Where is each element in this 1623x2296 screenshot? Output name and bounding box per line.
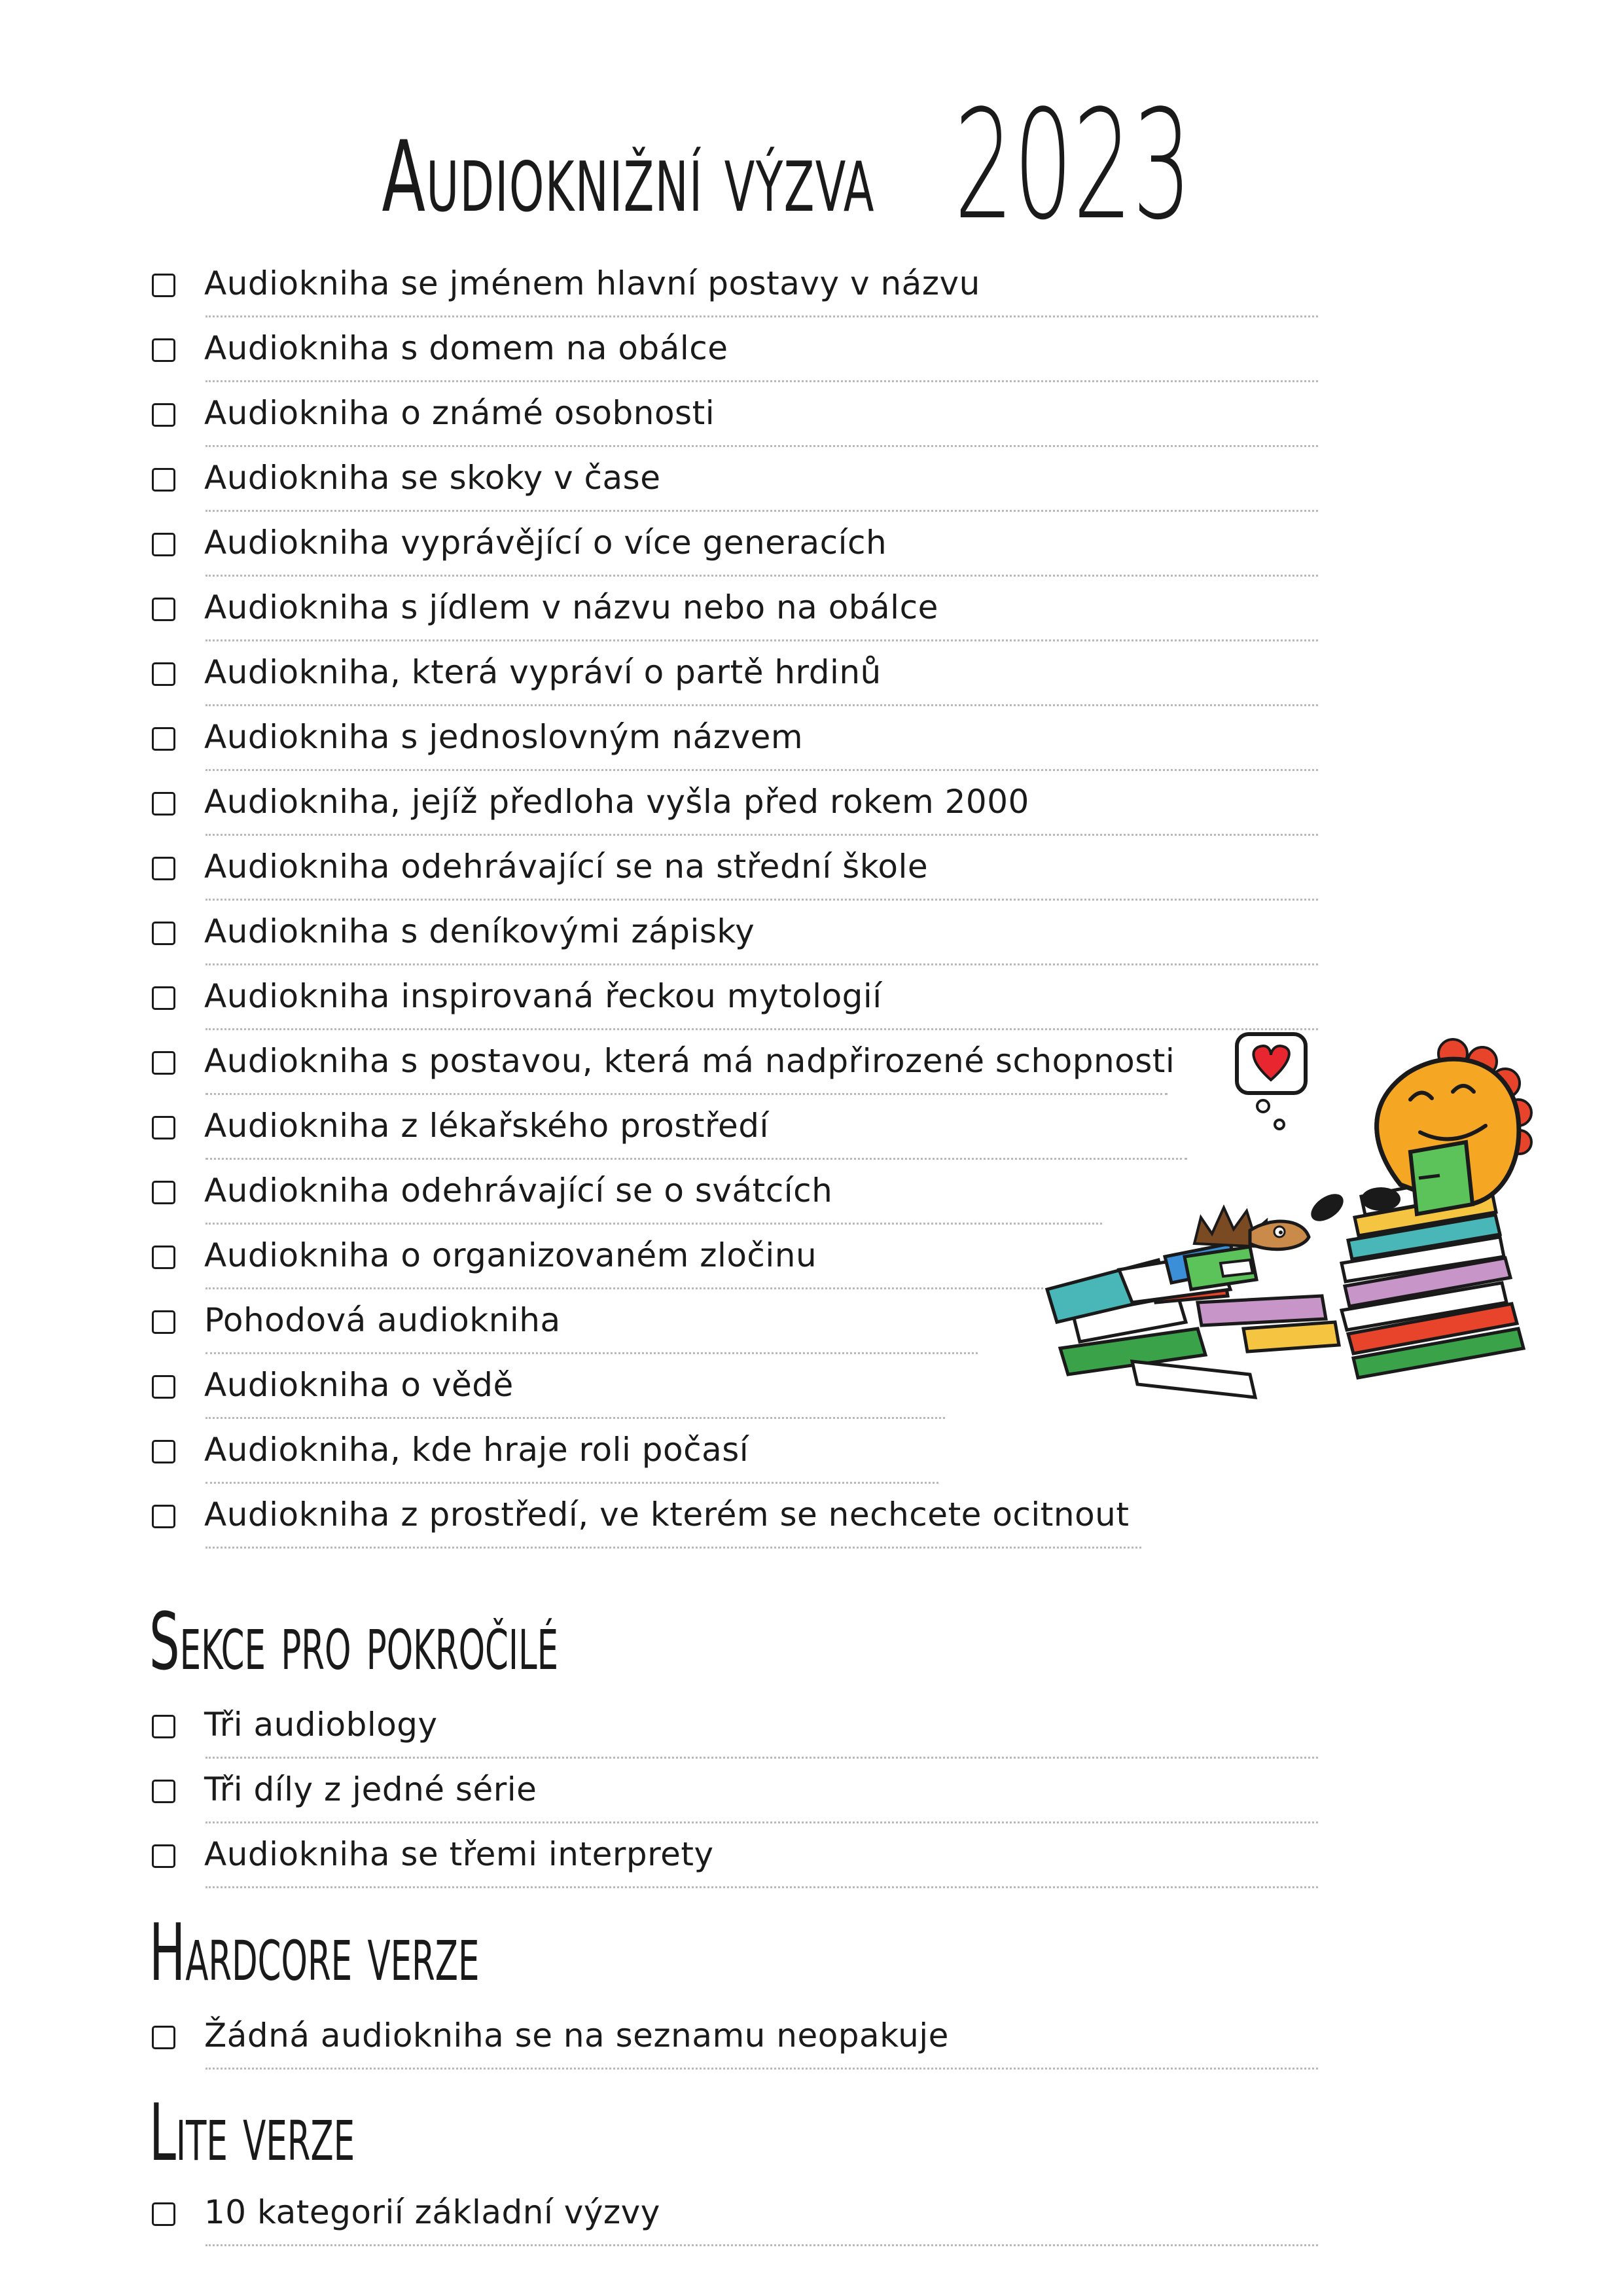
checkbox[interactable]: [152, 986, 175, 1010]
checkbox[interactable]: [152, 922, 175, 945]
checkbox[interactable]: [152, 1505, 175, 1528]
checkbox[interactable]: [152, 2202, 175, 2226]
checkbox[interactable]: [152, 338, 175, 362]
checkbox[interactable]: [152, 403, 175, 427]
dotted-rule: [205, 1287, 1043, 1289]
checklist-item[interactable]: [152, 779, 1330, 844]
section-heading: Sekce pro pokročilé: [149, 1597, 559, 1688]
dotted-rule: [205, 2068, 1318, 2070]
checklist-item-label: Audiokniha o organizovaném zločinu: [204, 1236, 817, 1274]
checklist-item[interactable]: [152, 844, 1330, 908]
dotted-rule: [205, 575, 1318, 577]
checklist-item[interactable]: [152, 714, 1330, 779]
checkbox[interactable]: [152, 857, 175, 880]
checklist-item-label: Pohodová audiokniha: [204, 1301, 561, 1339]
dotted-rule: [205, 1352, 978, 1354]
dotted-rule: [205, 510, 1318, 512]
checklist-item-label: Audiokniha s deníkovými zápisky: [204, 912, 755, 950]
checklist-item-label: Audiokniha, jejíž předloha vyšla před rokem 2000: [204, 783, 1029, 821]
checkbox[interactable]: [152, 1375, 175, 1399]
checklist-item-label: Tři díly z jedné série: [204, 1770, 537, 1808]
checklist-item[interactable]: [152, 1767, 1330, 1831]
checklist-item-label: Audiokniha o vědě: [204, 1366, 514, 1404]
dotted-rule: [205, 1223, 1102, 1225]
checkbox[interactable]: [152, 1844, 175, 1868]
checklist-item[interactable]: [152, 455, 1330, 520]
dotted-rule: [205, 834, 1318, 836]
dotted-rule: [205, 315, 1318, 317]
checklist-item[interactable]: [152, 1831, 1330, 1896]
section-heading: Hardcore verze: [149, 1908, 480, 1999]
checklist-item-label: Audiokniha se třemi interprety: [204, 1835, 714, 1873]
dotted-rule: [205, 1482, 938, 1484]
checklist-item-label: Audiokniha odehrávající se na střední škole: [204, 848, 929, 886]
checkbox[interactable]: [152, 662, 175, 686]
checklist-item-label: Tři audioblogy: [204, 1706, 438, 1744]
checklist-item[interactable]: [152, 520, 1330, 584]
dotted-rule: [205, 2244, 1318, 2246]
checklist-item[interactable]: [152, 1492, 1330, 1556]
checklist-item[interactable]: [152, 584, 1330, 649]
checkbox[interactable]: [152, 1780, 175, 1803]
checklist-item-label: Audiokniha odehrávající se o svátcích: [204, 1172, 833, 1210]
checkbox[interactable]: [152, 2026, 175, 2049]
checkbox[interactable]: [152, 1051, 175, 1075]
checklist-item-label: Audiokniha, kde hraje roli počasí: [204, 1431, 749, 1469]
checklist-item[interactable]: [152, 2013, 1330, 2077]
dotted-rule: [205, 1757, 1318, 1759]
page-title-year: 2023: [954, 79, 1192, 253]
checkbox[interactable]: [152, 1246, 175, 1269]
checklist-item-label: Audiokniha se skoky v čase: [204, 459, 661, 497]
checkbox[interactable]: [152, 274, 175, 297]
dotted-rule: [205, 1886, 1318, 1888]
section-heading: Lite verze: [149, 2088, 355, 2179]
checkbox[interactable]: [152, 1181, 175, 1204]
dotted-rule: [205, 1417, 945, 1419]
dinosaur-reading-books-with-hedgehog-icon: [1034, 1021, 1544, 1492]
dotted-rule: [205, 1093, 1168, 1095]
checklist-item-label: Audiokniha z lékařského prostředí: [204, 1107, 769, 1145]
checklist-item-label: Audiokniha se jménem hlavní postavy v názvu: [204, 264, 980, 302]
dotted-rule: [205, 704, 1318, 706]
checkbox[interactable]: [152, 792, 175, 816]
dotted-rule: [205, 1821, 1318, 1823]
checkbox[interactable]: [152, 533, 175, 556]
checklist-item-label: 10 kategorií základní výzvy: [204, 2193, 660, 2231]
page-title-text: Audioknižní výzva: [382, 120, 875, 234]
checklist-item[interactable]: [152, 390, 1330, 455]
checklist-item-label: Audiokniha o známé osobnosti: [204, 394, 715, 432]
checkbox[interactable]: [152, 1440, 175, 1463]
page-title: [0, 79, 1623, 253]
dotted-rule: [205, 1547, 1141, 1549]
checklist-item-label: Audiokniha vyprávějící o více generacích: [204, 524, 887, 562]
checklist-item-label: Audiokniha, která vypráví o partě hrdinů: [204, 653, 882, 691]
dotted-rule: [205, 639, 1318, 641]
checklist-item[interactable]: [152, 1702, 1330, 1767]
checklist-item-label: Audiokniha s jednoslovným názvem: [204, 718, 804, 756]
checklist-item[interactable]: [152, 260, 1330, 325]
dotted-rule: [205, 899, 1318, 901]
checkbox[interactable]: [152, 1310, 175, 1334]
dotted-rule: [205, 769, 1318, 771]
dotted-rule: [205, 380, 1318, 382]
checkbox[interactable]: [152, 1116, 175, 1139]
dotted-rule: [205, 963, 1318, 965]
checklist-item[interactable]: [152, 325, 1330, 390]
checklist-item-label: Audiokniha s postavou, která má nadpřirozené schopnosti: [204, 1042, 1175, 1080]
checklist-item[interactable]: [152, 2189, 1330, 2254]
checklist-item-label: Audiokniha inspirovaná řeckou mytologií: [204, 977, 882, 1015]
checklist-item[interactable]: [152, 649, 1330, 714]
checklist-item-label: Audiokniha z prostředí, ve kterém se nechcete ocitnout: [204, 1496, 1130, 1534]
checklist-item-label: Audiokniha s domem na obálce: [204, 329, 728, 367]
checkbox[interactable]: [152, 1715, 175, 1738]
checklist-item-label: Žádná audiokniha se na seznamu neopakuje: [204, 2017, 949, 2054]
checklist-item-label: Audiokniha s jídlem v názvu nebo na obálce: [204, 588, 938, 626]
checkbox[interactable]: [152, 468, 175, 492]
checkbox[interactable]: [152, 727, 175, 751]
checklist-item[interactable]: [152, 908, 1330, 973]
dotted-rule: [205, 445, 1318, 447]
checkbox[interactable]: [152, 598, 175, 621]
